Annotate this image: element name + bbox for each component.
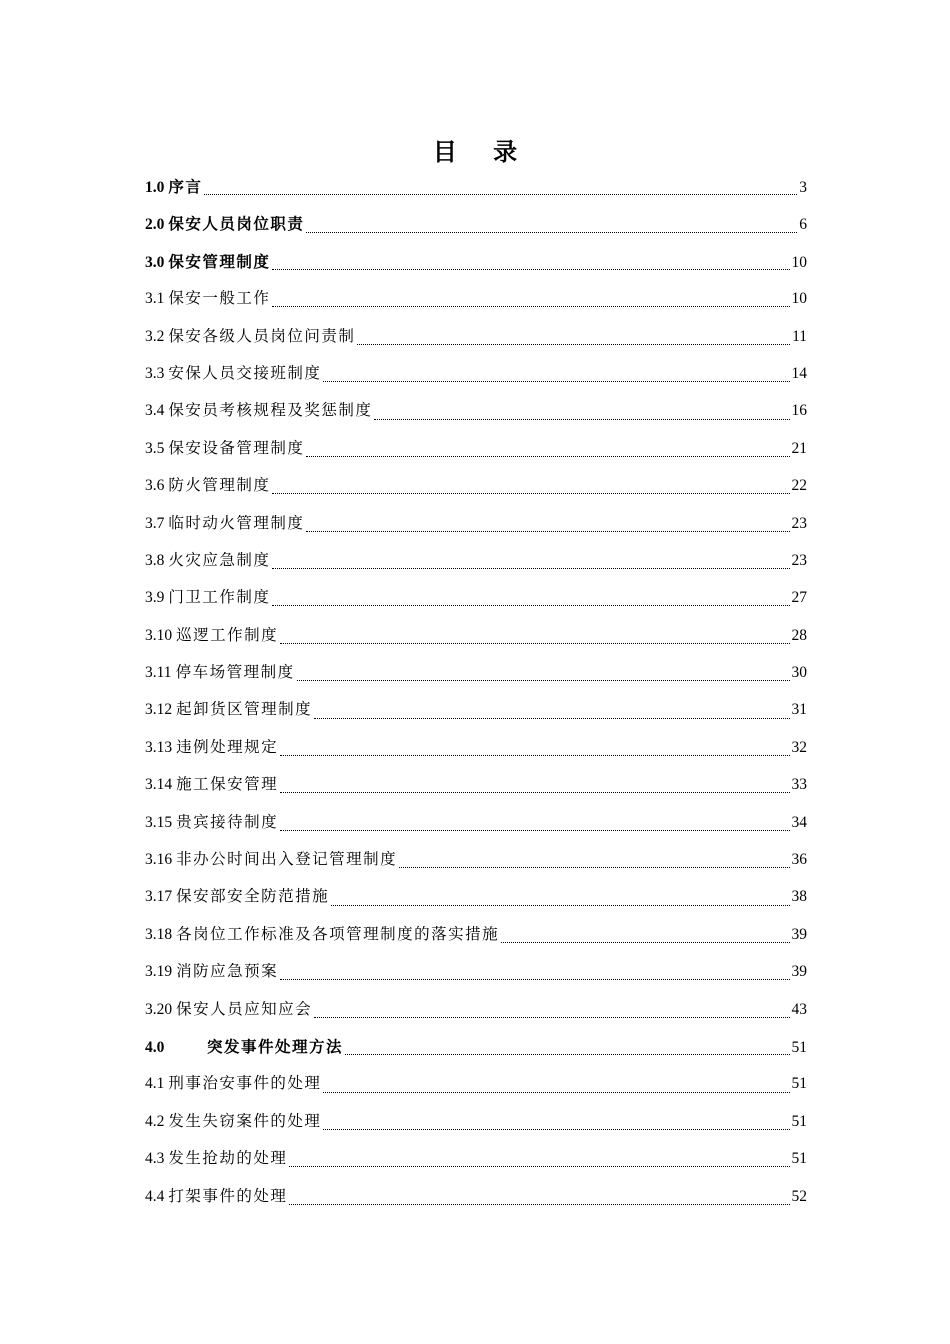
toc-entry-title: 保安一般工作 [168,289,271,308]
toc-dot-leader [280,979,789,980]
toc-entry[interactable] [145,878,807,915]
toc-entry-number: 3.3 [145,364,165,382]
toc-entry-page-number: 23 [791,514,807,532]
toc-entry-number: 3.20 [145,1000,173,1018]
toc-entry-number: 4.0 [145,1038,165,1056]
toc-entry-title: 门卫工作制度 [168,588,271,607]
toc-entry-number: 4.3 [145,1150,165,1168]
toc-entry-title: 违例处理规定 [176,737,279,756]
toc-entry-title: 保安部安全防范措施 [176,887,330,906]
toc-entry-title: 起卸货区管理制度 [176,700,313,719]
toc-entry-number: 3.0 [145,253,165,271]
toc-entry[interactable] [145,1103,807,1140]
toc-entry-page-number: 30 [791,664,807,682]
toc-entry-title: 消防应急预案 [176,962,279,981]
toc-dot-leader [314,718,789,719]
toc-dot-leader [280,755,789,756]
toc-entry-page-number: 10 [791,253,807,271]
toc-entry-page-number: 33 [791,776,807,794]
toc-entry[interactable] [145,991,807,1028]
toc-entry-page-number: 39 [791,963,807,981]
toc-entry-title: 保安人员岗位职责 [168,214,305,234]
toc-entry[interactable] [145,505,807,542]
toc-entry-title: 保安人员应知应会 [176,999,313,1018]
toc-entry[interactable] [145,841,807,878]
toc-entry[interactable] [145,691,807,728]
table-of-contents [145,168,807,1215]
toc-entry[interactable] [145,430,807,467]
toc-entry-page-number: 52 [791,1187,807,1205]
toc-entry[interactable] [145,1178,807,1215]
toc-dot-leader [306,531,789,532]
toc-entry-page-number: 11 [792,327,807,345]
toc-entry-number: 3.2 [145,327,165,345]
toc-entry-number: 4.1 [145,1075,165,1093]
toc-entry-page-number: 22 [791,477,807,495]
toc-entry-number: 3.10 [145,626,173,644]
toc-entry-title: 发生抢劫的处理 [168,1149,288,1168]
toc-title: 目 录 [432,137,532,166]
toc-dot-leader [314,1017,789,1018]
toc-entry[interactable] [145,205,807,242]
toc-dot-leader [280,830,789,831]
toc-entry-number: 3.16 [145,851,173,869]
toc-dot-leader [374,419,789,420]
toc-dot-leader [306,456,789,457]
toc-entry-number: 3.9 [145,589,165,607]
toc-entry[interactable] [145,542,807,579]
toc-dot-leader [297,680,790,681]
toc-entry-number: 3.11 [145,664,172,682]
toc-entry[interactable] [145,617,807,654]
toc-dot-leader [204,194,797,195]
toc-entry[interactable] [145,729,807,766]
toc-entry[interactable] [145,916,807,953]
toc-entry-page-number: 16 [791,402,807,420]
toc-entry-page-number: 14 [791,364,807,382]
toc-dot-leader [272,493,789,494]
toc-entry[interactable] [145,168,807,205]
toc-dot-leader [323,381,789,382]
toc-entry-title: 保安各级人员岗位问责制 [168,326,356,345]
toc-entry-number: 3.12 [145,701,173,719]
toc-entry-page-number: 38 [791,888,807,906]
toc-entry[interactable] [145,1140,807,1177]
toc-entry-page-number: 34 [791,813,807,831]
toc-entry[interactable] [145,1028,807,1065]
toc-entry-number: 3.8 [145,551,165,569]
toc-entry-title: 巡逻工作制度 [176,625,279,644]
toc-entry-page-number: 39 [791,925,807,943]
toc-dot-leader [501,942,789,943]
toc-entry-title: 各岗位工作标准及各项管理制度的落实措施 [176,924,500,943]
toc-entry-title: 贵宾接待制度 [176,812,279,831]
toc-entry-number: 3.4 [145,402,165,420]
toc-dot-leader [345,1054,789,1055]
toc-dot-leader [280,792,789,793]
toc-entry-page-number: 6 [799,216,807,234]
toc-entry-page-number: 3 [799,179,807,196]
toc-entry-page-number: 23 [791,551,807,569]
toc-entry-number: 2.0 [145,216,165,234]
toc-entry-page-number: 43 [791,1000,807,1018]
toc-entry-page-number: 10 [791,290,807,308]
toc-dot-leader [289,1204,789,1205]
toc-entry-page-number: 28 [791,626,807,644]
toc-dot-leader [272,605,789,606]
toc-entry-title: 保安设备管理制度 [168,438,305,457]
toc-entry-number: 3.7 [145,514,165,532]
toc-entry-page-number: 36 [791,851,807,869]
toc-entry-number: 3.13 [145,738,173,756]
toc-entry-number: 3.1 [145,290,165,308]
toc-entry-title: 序言 [168,177,203,196]
toc-entry-page-number: 51 [791,1112,807,1130]
toc-dot-leader [272,269,789,270]
toc-entry[interactable] [145,579,807,616]
toc-entry-number: 3.5 [145,439,165,457]
toc-entry-page-number: 51 [791,1038,807,1056]
toc-entry-page-number: 51 [791,1075,807,1093]
toc-entry-title: 临时动火管理制度 [168,513,305,532]
toc-entry-title: 刑事治安事件的处理 [168,1074,322,1093]
toc-dot-leader [280,643,789,644]
toc-entry-title: 保安员考核规程及奖惩制度 [168,401,373,420]
toc-entry-number: 3.15 [145,813,173,831]
toc-entry-page-number: 32 [791,738,807,756]
toc-entry-title: 施工保安管理 [176,775,279,794]
toc-entry[interactable] [145,355,807,392]
toc-entry[interactable] [145,318,807,355]
toc-dot-leader [323,1092,789,1093]
toc-entry-page-number: 27 [791,589,807,607]
toc-entry[interactable] [145,1065,807,1102]
toc-entry[interactable] [145,804,807,841]
toc-entry[interactable] [145,280,807,317]
toc-entry[interactable] [145,467,807,504]
toc-dot-leader [323,1129,789,1130]
toc-entry[interactable] [145,392,807,429]
toc-dot-leader [331,905,789,906]
toc-dot-leader [306,232,797,233]
toc-entry-title: 发生失窃案件的处理 [168,1111,322,1130]
toc-entry-number: 3.6 [145,477,165,495]
toc-dot-leader [272,306,789,307]
toc-entry-title: 火灾应急制度 [168,550,271,569]
toc-entry[interactable] [145,243,807,280]
toc-entry-number: 4.2 [145,1112,165,1130]
toc-entry-page-number: 51 [791,1150,807,1168]
toc-entry[interactable] [145,654,807,691]
toc-entry-title: 防火管理制度 [168,476,271,495]
toc-entry-number: 3.17 [145,888,173,906]
toc-dot-leader [272,568,789,569]
toc-entry[interactable] [145,953,807,990]
toc-entry-number: 4.4 [145,1187,165,1205]
toc-entry-title: 保安管理制度 [168,251,271,271]
toc-entry-title: 突发事件处理方法 [207,1036,344,1056]
toc-entry-title: 安保人员交接班制度 [168,363,322,382]
toc-entry-page-number: 31 [791,701,807,719]
toc-entry-title: 打架事件的处理 [168,1186,288,1205]
toc-entry-number: 3.14 [145,776,173,794]
toc-entry-number: 3.19 [145,963,173,981]
toc-dot-leader [399,867,789,868]
toc-entry[interactable] [145,766,807,803]
toc-entry-page-number: 21 [791,439,807,457]
toc-dot-leader [357,344,790,345]
toc-entry-title: 停车场管理制度 [175,663,295,682]
toc-dot-leader [289,1166,789,1167]
toc-entry-number: 1.0 [145,179,165,196]
toc-entry-number: 3.18 [145,925,173,943]
toc-entry-title: 非办公时间出入登记管理制度 [176,850,398,869]
